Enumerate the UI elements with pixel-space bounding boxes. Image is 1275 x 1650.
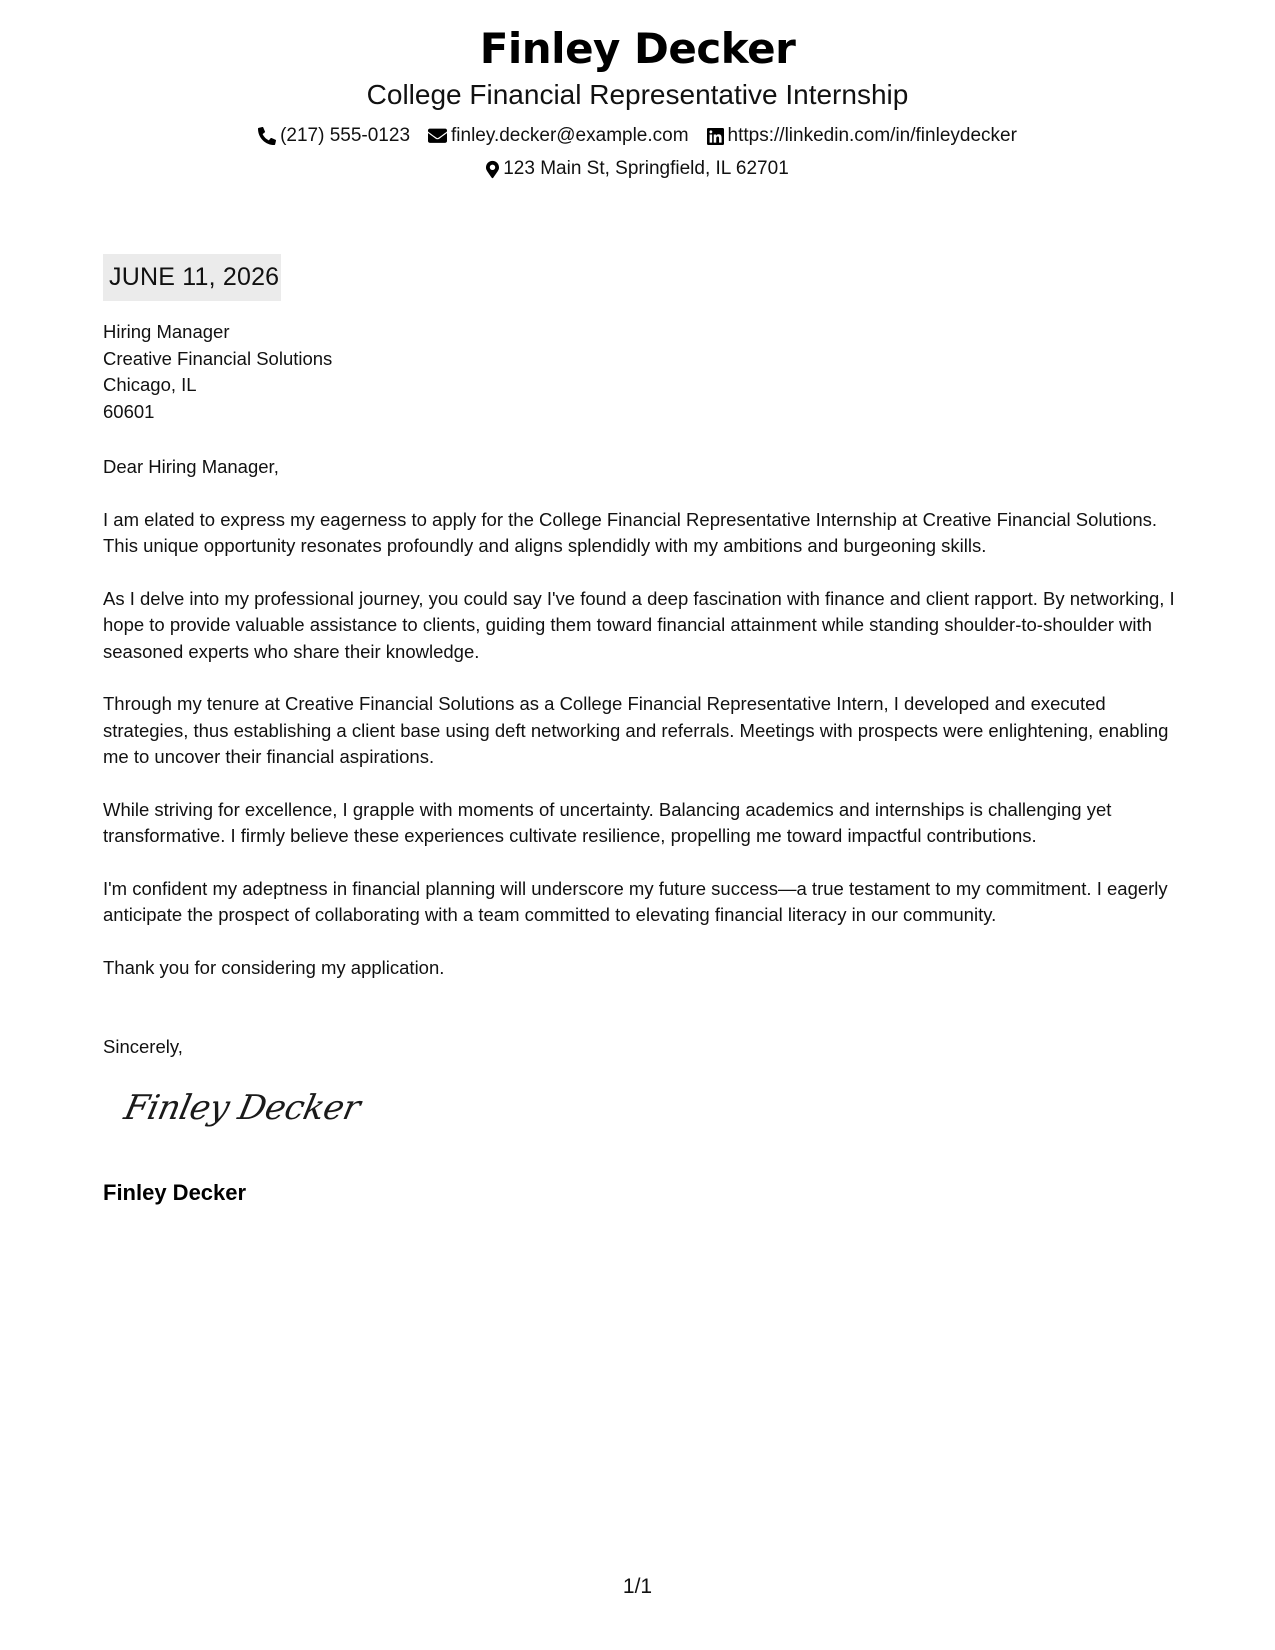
body-paragraph: I am elated to express my eagerness to apply for the College Financial Representative Internship at Creative Financial Solutions. This unique opportunity resonates profoundly and aligns splendidly with my ambitions and burgeoning skills. — [103, 508, 1158, 556]
address-text: 123 Main St, Springfield, IL 62701 — [503, 158, 789, 179]
recipient-city: Chicago, IL — [103, 374, 197, 395]
page-number: 1/1 — [622, 1575, 653, 1598]
sender-name: Finley Decker — [479, 24, 796, 73]
contact-address — [486, 157, 789, 181]
letter-header — [0, 22, 1275, 181]
letter-date: JUNE 11, 2026 — [103, 254, 281, 301]
recipient-zip: 60601 — [103, 400, 155, 422]
salutation: Dear Hiring Manager, — [103, 456, 279, 477]
letter-body — [103, 454, 1178, 1007]
recipient-company: Creative Financial Solutions — [103, 347, 333, 369]
contact-phone — [258, 124, 410, 148]
recipient-name: Hiring Manager — [103, 321, 230, 342]
body-paragraph: Through my tenure at Creative Financial Solutions as a College Financial Representative Intern, I developed and executed strategies, thus establishing a client base using deft networking and referrals. Meetings with prospects were enlightening, enabling me to uncover their financial aspirations. — [103, 693, 1169, 767]
contact-email[interactable] — [428, 124, 689, 148]
body-paragraph: Thank you for considering my application. — [103, 956, 445, 978]
body-paragraph: While striving for excellence, I grapple with moments of uncertainty. Balancing academics and internships is challenging yet transformative. I firmly believe these experiences cultivate resilience, propelling me toward impactful contributions. — [103, 798, 1112, 846]
handwritten-signature: Finley Decker — [120, 1088, 364, 1128]
email-link[interactable]: finley.decker@example.com — [451, 125, 689, 146]
recipient-block — [103, 319, 332, 425]
linkedin-icon — [707, 128, 724, 145]
closing: Sincerely, — [103, 1036, 183, 1057]
contact-linkedin[interactable] — [707, 124, 1017, 148]
linkedin-link[interactable]: https://linkedin.com/in/finleydecker — [727, 125, 1017, 146]
job-title: College Financial Representative Internship — [366, 79, 909, 110]
contact-row — [0, 124, 1275, 148]
body-paragraph: As I delve into my professional journey, you could say I've found a deep fascination with finance and client rapport. By networking, I hope to provide valuable assistance to clients, guiding them toward financial attainment while standing shoulder-to-shoulder with seasoned experts who share their knowledge. — [103, 587, 1175, 662]
phone-text: (217) 555-0123 — [280, 125, 411, 146]
map-marker-icon — [486, 160, 499, 179]
envelope-icon — [428, 128, 447, 144]
phone-icon — [258, 127, 276, 145]
address-row — [0, 157, 1275, 181]
signer-name: Finley Decker — [103, 1180, 247, 1205]
body-paragraph: I'm confident my adeptness in financial planning will underscore my future success—a true testament to my commitment. I eagerly anticipate the prospect of collaborating with a team committed to elevating financial literacy in our community. — [103, 877, 1168, 925]
